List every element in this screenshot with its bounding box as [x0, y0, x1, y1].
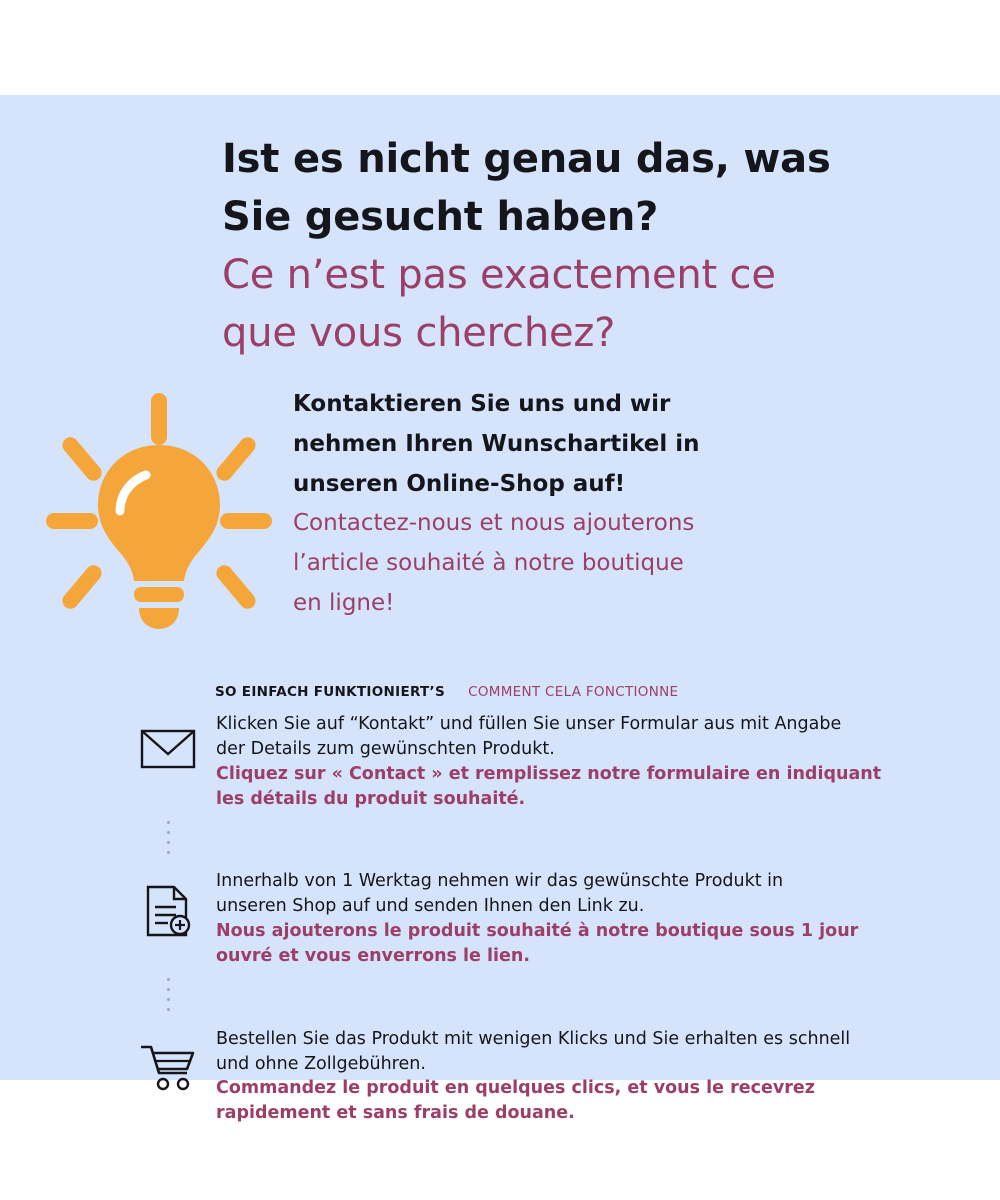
- document-add-icon: [144, 885, 192, 937]
- step-text: [216, 706, 950, 811]
- lightbulb-icon: [38, 385, 278, 635]
- headline-de-line1: Ist es nicht genau das, was: [222, 136, 831, 182]
- subtext-fr-line3: en ligne!: [293, 589, 395, 616]
- subtext-de-line2: nehmen Ihren Wunschartikel in: [293, 430, 700, 457]
- headline-fr-line1: Ce n’est pas exactement ce: [222, 252, 776, 298]
- step-de-line1: Klicken Sie auf “Kontakt” und füllen Sie unser Formular aus mit Angabe: [216, 714, 842, 734]
- headline-de-line2: Sie gesucht haben?: [222, 194, 659, 240]
- envelope-icon: [140, 728, 196, 770]
- step-de-line2: und ohne Zollgebühren.: [216, 1053, 426, 1074]
- step-item: [120, 706, 950, 811]
- headline-fr-line2: que vous cherchez?: [222, 310, 616, 356]
- step-fr-line2: ouvré et vous enverrons le lien.: [216, 945, 530, 966]
- step-connector-dots: [120, 969, 216, 1021]
- step-fr-line1: Commandez le produit en quelques clics, et vous le recevrez: [216, 1078, 815, 1099]
- step-de-line2: der Details zum gewünschten Produkt.: [216, 738, 555, 759]
- subtext-fr-line2: l’article souhaité à notre boutique: [293, 550, 684, 577]
- howto-heading: [215, 681, 678, 700]
- subtext-block: [293, 385, 893, 624]
- howto-heading-de: SO EINFACH FUNKTIONIERT’S: [215, 684, 446, 700]
- howto-heading-fr: COMMENT CELA FONCTIONNE: [468, 684, 679, 700]
- step-fr-line1: Nous ajouterons le produit souhaité à notre boutique sous 1 jour: [216, 921, 859, 942]
- step-de-line1: Bestellen Sie das Produkt mit wenigen Klicks und Sie erhalten es schnell: [216, 1028, 851, 1049]
- step-icon-wrap: [120, 863, 216, 937]
- headline-block: [222, 130, 942, 362]
- lightbulb-illustration: [38, 385, 278, 635]
- step-text: [216, 863, 950, 968]
- step-icon-wrap: [120, 1021, 216, 1091]
- step-fr-line1: Cliquez sur « Contact » et remplissez notre formulaire en indiquant: [216, 763, 882, 784]
- shopping-cart-icon: [139, 1043, 197, 1091]
- step-icon-wrap: [120, 706, 216, 770]
- step-de-line1: Innerhalb von 1 Werktag nehmen wir das gewünschte Produkt in: [216, 871, 784, 892]
- step-de-line2: unseren Shop auf und senden Ihnen den Link zu.: [216, 896, 645, 917]
- step-fr-line2: rapidement et sans frais de douane.: [216, 1103, 575, 1124]
- step-text: [216, 1021, 950, 1126]
- step-fr-line2: les détails du produit souhaité.: [216, 788, 526, 809]
- subtext-de-line3: unseren Online-Shop auf!: [293, 470, 626, 497]
- subtext-fr-line1: Contactez-nous et nous ajouterons: [293, 510, 695, 537]
- step-item: [120, 863, 950, 968]
- subtext-de-line1: Kontaktieren Sie uns und wir: [293, 391, 671, 417]
- step-connector-dots: [120, 811, 216, 863]
- step-item: [120, 1021, 950, 1126]
- howto-steps: [120, 706, 950, 1126]
